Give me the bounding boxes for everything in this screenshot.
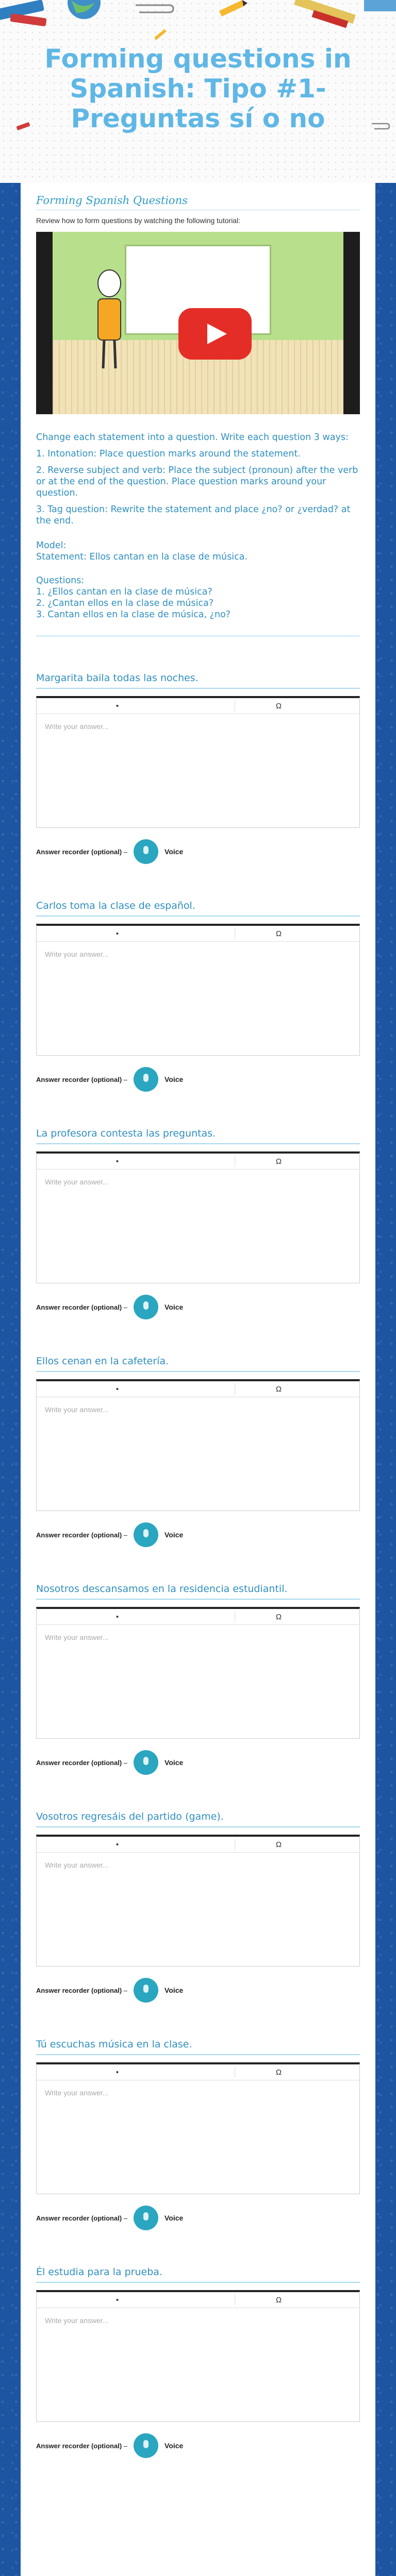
- instructions: [36, 432, 360, 527]
- recorder-dash: –: [123, 1986, 128, 1994]
- special-characters-button[interactable]: Ω: [275, 1840, 282, 1849]
- recorder-dash: –: [123, 1303, 128, 1311]
- voice-record-button[interactable]: [134, 1067, 158, 1092]
- answer-recorder: [36, 1295, 360, 1319]
- answer-field[interactable]: [36, 2308, 360, 2422]
- notebook-icon: [364, 0, 396, 15]
- answer-recorder: [36, 1067, 360, 1092]
- answer-field[interactable]: [36, 941, 360, 1056]
- recorder-dash: –: [123, 1075, 128, 1083]
- question-prompt: Vosotros regresáis del partido (game).: [36, 1811, 360, 1827]
- tutorial-video[interactable]: [36, 232, 360, 414]
- bullet-list-button[interactable]: •: [116, 1840, 119, 1849]
- question-prompt: La profesora contesta las preguntas.: [36, 1128, 360, 1144]
- voice-record-button[interactable]: [134, 1522, 158, 1547]
- crayon-icon: [0, 0, 46, 28]
- intro-text: Review how to form questions by watching the following tutorial:: [36, 216, 241, 225]
- recorder-dash: –: [123, 2442, 128, 2450]
- bullet-list-button[interactable]: •: [116, 701, 119, 710]
- recorder-optional: (optional): [91, 1758, 122, 1767]
- answer-recorder: [36, 1978, 360, 2003]
- editor-toolbar: [36, 1607, 360, 1624]
- question-block: [36, 900, 360, 1092]
- answer-field[interactable]: [36, 714, 360, 828]
- editor-toolbar: [36, 924, 360, 941]
- page-title: Forming questions in Spanish: Tipo #1- Preguntas sí o no: [44, 44, 352, 133]
- special-characters-button[interactable]: Ω: [275, 2295, 282, 2304]
- answer-recorder: [36, 2206, 360, 2230]
- instruction-line: 2. Reverse subject and verb: Place the subject (pronoun) after the verb or at the end of the question. Place question marks around your question.: [36, 465, 358, 498]
- question-block: [36, 672, 360, 864]
- recorder-optional: (optional): [91, 1986, 122, 1994]
- ruler-icon: [291, 0, 358, 31]
- recorder-optional: (optional): [91, 848, 122, 856]
- editor-toolbar: [36, 2290, 360, 2308]
- question-block: [36, 1355, 360, 1547]
- recorder-optional: (optional): [91, 2442, 122, 2450]
- question-block: [36, 1811, 360, 2003]
- model-statement: Statement: Ellos cantan en la clase de música.: [36, 552, 248, 562]
- answer-recorder: [36, 2433, 360, 2458]
- paperclip-icon: [133, 0, 174, 15]
- recorder-dash: –: [123, 848, 128, 856]
- special-characters-button[interactable]: Ω: [275, 929, 282, 938]
- editor-toolbar: [36, 1151, 360, 1169]
- special-characters-button[interactable]: Ω: [275, 1157, 282, 1166]
- special-characters-button[interactable]: Ω: [275, 701, 282, 710]
- voice-label: Voice: [164, 1303, 184, 1311]
- voice-record-button[interactable]: [134, 2206, 158, 2230]
- model-question: 1. ¿Ellos cantan en la clase de música?: [36, 587, 212, 597]
- special-characters-button[interactable]: Ω: [275, 1384, 282, 1394]
- instruction-line: 3. Tag question: Rewrite the statement and place ¿no? or ¿verdad? at the end.: [36, 504, 351, 526]
- bullet-list-button[interactable]: •: [116, 929, 119, 938]
- recorder-label: Answer recorder: [36, 2442, 90, 2450]
- answer-recorder: [36, 839, 360, 864]
- recorder-label: Answer recorder: [36, 848, 90, 856]
- question-block: [36, 1128, 360, 1319]
- bullet-list-button[interactable]: •: [116, 2295, 119, 2304]
- question-prompt: Carlos toma la clase de español.: [36, 900, 360, 917]
- instruction-line: 1. Intonation: Place question marks around the statement.: [36, 449, 301, 459]
- voice-label: Voice: [164, 2442, 184, 2450]
- voice-label: Voice: [164, 1758, 184, 1767]
- bullet-list-button[interactable]: •: [116, 1384, 119, 1394]
- recorder-dash: –: [123, 1531, 128, 1539]
- recorder-optional: (optional): [91, 2214, 122, 2222]
- voice-record-button[interactable]: [134, 839, 158, 864]
- voice-record-button[interactable]: [134, 1978, 158, 2003]
- recorder-optional: (optional): [91, 1303, 122, 1311]
- voice-label: Voice: [164, 2214, 184, 2222]
- recorder-optional: (optional): [91, 1075, 122, 1083]
- voice-record-button[interactable]: [134, 1750, 158, 1775]
- worksheet-card: [21, 183, 375, 2576]
- recorder-label: Answer recorder: [36, 2214, 90, 2222]
- questions-label: Questions:: [36, 575, 85, 586]
- editor-toolbar: [36, 1835, 360, 1852]
- editor-toolbar: [36, 2062, 360, 2080]
- video-frame: [53, 232, 343, 414]
- globe-icon: [66, 0, 102, 21]
- voice-label: Voice: [164, 1075, 184, 1083]
- recorder-label: Answer recorder: [36, 1075, 90, 1083]
- bullet-list-button[interactable]: •: [116, 2067, 119, 2077]
- special-characters-button[interactable]: Ω: [275, 1612, 282, 1621]
- bullet-list-button[interactable]: •: [116, 1612, 119, 1621]
- answer-recorder: [36, 1522, 360, 1547]
- recorder-dash: –: [123, 1758, 128, 1767]
- model-questions: [36, 575, 360, 620]
- model-question: 3. Cantan ellos en la clase de música, ¿no?: [36, 609, 231, 620]
- recorder-label: Answer recorder: [36, 1758, 90, 1767]
- question-list: [36, 672, 360, 2458]
- answer-field[interactable]: [36, 1397, 360, 1511]
- recorder-label: Answer recorder: [36, 1303, 90, 1311]
- question-block: [36, 1583, 360, 1775]
- pencil-icon: [153, 27, 168, 42]
- header-banner: [0, 0, 396, 183]
- recorder-optional: (optional): [91, 1531, 122, 1539]
- model-example: [36, 540, 360, 563]
- recorder-label: Answer recorder: [36, 1986, 90, 1994]
- special-characters-button[interactable]: Ω: [275, 2067, 282, 2077]
- answer-field[interactable]: [36, 2080, 360, 2194]
- question-prompt: Nosotros descansamos en la residencia estudiantil.: [36, 1583, 360, 1600]
- recorder-dash: –: [123, 2214, 128, 2222]
- editor-toolbar: [36, 696, 360, 714]
- question-block: [36, 2266, 360, 2458]
- editor-toolbar: [36, 1379, 360, 1397]
- pencil-icon: [217, 0, 248, 23]
- cartoon-teacher-icon: [89, 268, 130, 371]
- voice-label: Voice: [164, 848, 184, 856]
- voice-record-button[interactable]: [134, 1295, 158, 1319]
- voice-label: Voice: [164, 1986, 184, 1994]
- recorder-label: Answer recorder: [36, 1531, 90, 1539]
- model-label: Model:: [36, 540, 67, 551]
- model-question: 2. ¿Cantan ellos en la clase de música?: [36, 598, 214, 608]
- section-heading: Forming Spanish Questions: [36, 194, 360, 210]
- answer-field[interactable]: [36, 1624, 360, 1739]
- play-button-icon[interactable]: [178, 308, 252, 360]
- bullet-list-button[interactable]: •: [116, 1157, 119, 1166]
- instruction-line: Change each statement into a question. Write each question 3 ways:: [36, 432, 349, 443]
- question-prompt: Margarita baila todas las noches.: [36, 672, 360, 689]
- question-block: [36, 2039, 360, 2230]
- voice-label: Voice: [164, 1531, 184, 1539]
- question-prompt: Ellos cenan en la cafetería.: [36, 1355, 360, 1372]
- answer-recorder: [36, 1750, 360, 1775]
- answer-field[interactable]: [36, 1169, 360, 1283]
- question-prompt: Tú escuchas música en la clase.: [36, 2039, 360, 2055]
- answer-field[interactable]: [36, 1852, 360, 1967]
- question-prompt: Él estudia para la prueba.: [36, 2266, 360, 2283]
- voice-record-button[interactable]: [134, 2433, 158, 2458]
